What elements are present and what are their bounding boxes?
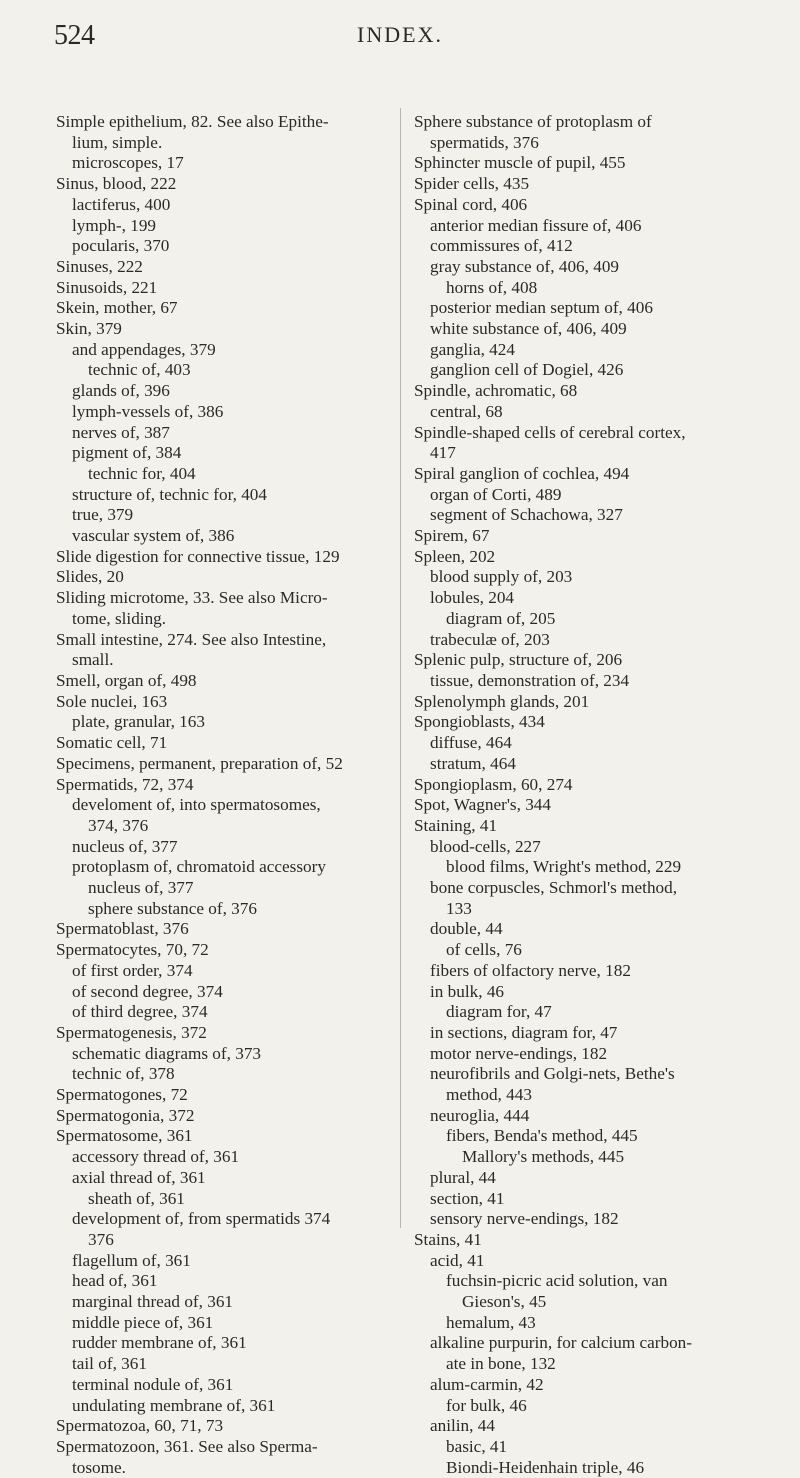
index-entry: lium, simple.	[72, 132, 163, 152]
index-column-left	[56, 112, 396, 1478]
index-entry: anterior median fissure of, 406	[430, 215, 642, 235]
index-entry: in bulk, 46	[430, 981, 505, 1001]
index-entry: Spongioblasts, 434	[414, 712, 545, 732]
index-entry: blood-cells, 227	[430, 836, 541, 856]
index-entry: sphere substance of, 376	[88, 898, 257, 918]
index-entry: trabeculæ of, 203	[430, 629, 550, 649]
index-entry: rudder membrane of, 361	[72, 1333, 247, 1353]
index-entry: Spirem, 67	[414, 526, 490, 546]
index-entry: nerves of, 387	[72, 422, 170, 442]
index-entry: lobules, 204	[430, 588, 515, 608]
index-entry: Spermatocytes, 70, 72	[56, 940, 209, 960]
index-entry: Spermatosome, 361	[56, 1126, 193, 1146]
index-entry: Stains, 41	[414, 1229, 482, 1249]
index-entry: ganglion cell of Dogiel, 426	[430, 360, 624, 380]
index-entry: horns of, 408	[446, 277, 538, 297]
index-entry: neuroglia, 444	[430, 1105, 530, 1125]
index-entry: lymph-, 199	[72, 215, 157, 235]
index-entry: Sinus, blood, 222	[56, 174, 177, 194]
index-entry: Spermatids, 72, 374	[56, 774, 194, 794]
index-entry: Spermatozoon, 361. See also Sperma-	[56, 1437, 318, 1456]
index-entry: organ of Corti, 489	[430, 484, 562, 504]
index-entry: bone corpuscles, Schmorl's method,	[430, 878, 678, 898]
index-entry: Sphincter muscle of pupil, 455	[414, 153, 626, 173]
index-entry: Splenolymph glands, 201	[414, 691, 590, 711]
index-entry: Somatic cell, 71	[56, 733, 168, 753]
index-entry: Sinuses, 222	[56, 256, 143, 276]
index-entry: basic, 41	[446, 1437, 508, 1456]
index-entry: glands of, 396	[72, 381, 170, 401]
page-header	[0, 20, 800, 60]
index-entry: Spindle, achromatic, 68	[414, 381, 578, 401]
page-number: 524	[54, 20, 95, 51]
index-entry: protoplasm of, chromatoid accessory	[72, 857, 326, 877]
index-entry: blood supply of, 203	[430, 567, 573, 587]
index-entry: schematic diagrams of, 373	[72, 1043, 262, 1063]
index-entry: technic of, 378	[72, 1064, 175, 1084]
index-entry: in sections, diagram for, 47	[430, 1022, 618, 1042]
index-entry: Spiral ganglion of cochlea, 494	[414, 463, 630, 483]
index-entry: nucleus of, 377	[72, 836, 178, 856]
index-entry: accessory thread of, 361	[72, 1147, 240, 1167]
index-entry: tail of, 361	[72, 1354, 147, 1374]
index-entry: alum-carmin, 42	[430, 1374, 544, 1394]
index-entry: of second degree, 374	[72, 981, 223, 1001]
index-entry: Spot, Wagner's, 344	[414, 795, 551, 815]
index-entry: diffuse, 464	[430, 733, 512, 753]
page-title: INDEX.	[357, 22, 443, 47]
index-entry: 133	[446, 898, 472, 918]
index-entry: neurofibrils and Golgi-nets, Bethe's	[430, 1064, 675, 1084]
index-entry: segment of Schachowa, 327	[430, 505, 623, 525]
index-entry: central, 68	[430, 401, 503, 421]
index-entry: development of, from spermatids 374	[72, 1209, 331, 1229]
index-entry: and appendages, 379	[72, 339, 216, 359]
index-entry: axial thread of, 361	[72, 1167, 206, 1187]
index-entry: gray substance of, 406, 409	[430, 256, 620, 276]
index-entry: motor nerve-endings, 182	[430, 1043, 608, 1063]
index-entry: ate in bone, 132	[446, 1354, 556, 1374]
index-entry: nucleus of, 377	[88, 878, 194, 898]
index-entry: commissures of, 412	[430, 236, 573, 256]
index-entry: diagram for, 47	[446, 1002, 552, 1022]
index-entry: Staining, 41	[414, 815, 498, 835]
index-entry: Spermatogonia, 372	[56, 1105, 195, 1125]
index-entry: Sole nuclei, 163	[56, 691, 168, 711]
index-entry: acid, 41	[430, 1250, 485, 1270]
index-entry: tome, sliding.	[72, 608, 167, 628]
index-entry: technic for, 404	[88, 463, 196, 483]
index-entry: tissue, demonstration of, 234	[430, 670, 630, 690]
index-entry: Small intestine, 274. See also Intestine,	[56, 629, 327, 649]
index-entry: true, 379	[72, 505, 134, 525]
index-entry: fibers of olfactory nerve, 182	[430, 960, 631, 980]
index-entry: of third degree, 374	[72, 1002, 208, 1022]
index-entry: Spermatoblast, 376	[56, 919, 189, 939]
index-entry: for bulk, 46	[446, 1395, 527, 1415]
index-entry: Splenic pulp, structure of, 206	[414, 650, 623, 670]
index-entry: vascular system of, 386	[72, 526, 235, 546]
index-entry: Spleen, 202	[414, 546, 496, 566]
index-entry: ganglia, 424	[430, 339, 515, 359]
index-entry: Slide digestion for connective tissue, 129	[56, 546, 340, 566]
index-entry: Spermatogones, 72	[56, 1085, 188, 1105]
index-entry: of first order, 374	[72, 960, 193, 980]
index-entry: microscopes, 17	[72, 153, 184, 173]
index-entry: plate, granular, 163	[72, 712, 205, 732]
index-entry: fuchsin-picric acid solution, van	[446, 1271, 668, 1291]
index-entry: pigment of, 384	[72, 443, 182, 463]
index-entry: small.	[72, 650, 114, 670]
index-entry: 417	[430, 443, 456, 463]
index-entry: structure of, technic for, 404	[72, 484, 267, 504]
index-column-right	[414, 112, 754, 1478]
index-entry: Spinal cord, 406	[414, 194, 528, 214]
index-entry: spermatids, 376	[430, 132, 539, 152]
index-entry: of cells, 76	[446, 940, 522, 960]
index-entry: sensory nerve-endings, 182	[430, 1209, 619, 1229]
index-entry: 376	[88, 1229, 114, 1249]
index-entry: anilin, 44	[430, 1416, 495, 1436]
index-entry: lymph-vessels of, 386	[72, 401, 224, 421]
index-entry: alkaline purpurin, for calcium carbon-	[430, 1333, 693, 1353]
index-entry: pocularis, 370	[72, 236, 170, 256]
index-entry: method, 443	[446, 1085, 532, 1105]
index-entry: Sphere substance of protoplasm of	[414, 112, 652, 131]
index-entry: white substance of, 406, 409	[430, 319, 627, 339]
index-entry: stratum, 464	[430, 753, 516, 773]
index-entry: Spider cells, 435	[414, 174, 530, 194]
index-entry: develoment of, into spermatosomes,	[72, 795, 321, 815]
index-entry: Spermatozoa, 60, 71, 73	[56, 1416, 224, 1436]
index-entry: section, 41	[430, 1188, 505, 1208]
index-entry: Simple epithelium, 82. See also Epithe-	[56, 112, 329, 131]
index-entry: Skin, 379	[56, 319, 122, 339]
index-entry: Slides, 20	[56, 567, 124, 587]
index-entry: marginal thread of, 361	[72, 1292, 234, 1312]
index-entry: Biondi-Heidenhain triple, 46	[446, 1457, 645, 1477]
index-entry: Sinusoids, 221	[56, 277, 158, 297]
index-entry: Spongioplasm, 60, 274	[414, 774, 573, 794]
index-entry: fibers, Benda's method, 445	[446, 1126, 638, 1146]
index-entry: Spermatogenesis, 372	[56, 1022, 207, 1042]
index-entry: sheath of, 361	[88, 1188, 185, 1208]
index-entry: diagram of, 205	[446, 608, 556, 628]
index-entry: technic of, 403	[88, 360, 191, 380]
index-entry: terminal nodule of, 361	[72, 1374, 234, 1394]
index-entry: 374, 376	[88, 815, 149, 835]
index-entry: middle piece of, 361	[72, 1312, 214, 1332]
index-entry: flagellum of, 361	[72, 1250, 191, 1270]
index-entry: head of, 361	[72, 1271, 158, 1291]
index-entry: hemalum, 43	[446, 1312, 536, 1332]
index-entry: lactiferus, 400	[72, 194, 171, 214]
column-divider	[400, 108, 401, 1228]
index-entry: blood films, Wright's method, 229	[446, 857, 682, 877]
index-entry: double, 44	[430, 919, 503, 939]
index-entry: Spindle-shaped cells of cerebral cortex,	[414, 422, 686, 442]
index-entry: undulating membrane of, 361	[72, 1395, 276, 1415]
index-entry: Specimens, permanent, preparation of, 52	[56, 753, 343, 773]
index-entry: Skein, mother, 67	[56, 298, 178, 318]
index-entry: Sliding microtome, 33. See also Micro-	[56, 588, 328, 608]
index-entry: Smell, organ of, 498	[56, 670, 197, 690]
index-entry: Mallory's methods, 445	[462, 1147, 625, 1167]
index-entry: plural, 44	[430, 1167, 496, 1187]
index-entry: posterior median septum of, 406	[430, 298, 653, 318]
index-entry: Gieson's, 45	[462, 1292, 547, 1312]
index-entry: tosome.	[72, 1457, 126, 1477]
